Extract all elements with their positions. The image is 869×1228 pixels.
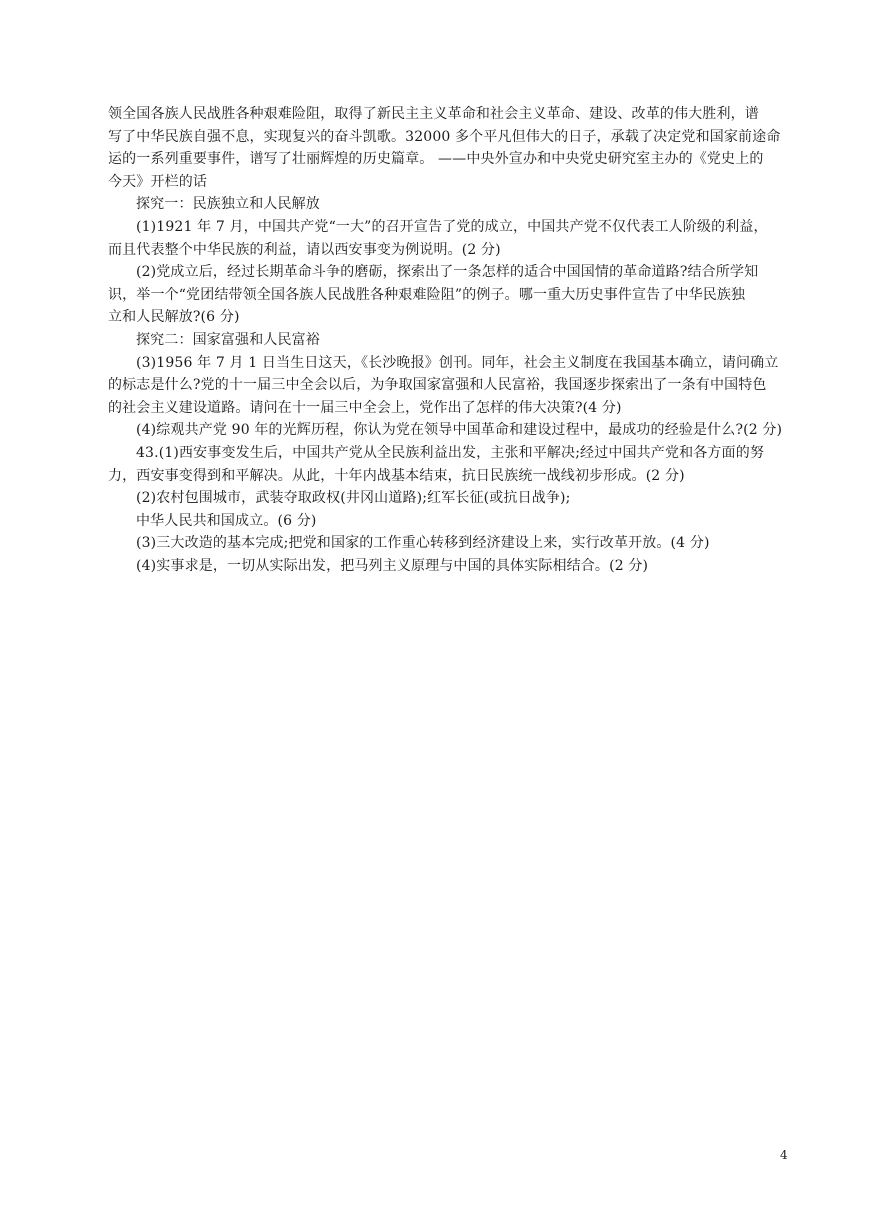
answer-line: (4)实事求是，一切从实际出发，把马列主义原理与中国的具体实际相结合。(2 分)	[136, 557, 649, 574]
question-line: (4)综观共产党 90 年的光辉历程，你认为党在领导中国革命和建设过程中，最成功的经验是什么?(2 分)	[136, 422, 783, 439]
text-line: 今天》开栏的话	[108, 173, 208, 190]
document-body	[108, 103, 794, 577]
text-line: 写了中华民族自强不息，实现复兴的奋斗凯歌。32000 多个平凡但伟大的日子，承载了决定党和国家前途命	[108, 128, 781, 145]
question-line: 的社会主义建设道路。请问在十一届三中全会上，党作出了怎样的伟大决策?(4 分)	[108, 399, 622, 416]
question-line: 立和人民解放?(6 分)	[108, 309, 240, 326]
text-line: 领全国各族人民战胜各种艰难险阻，取得了新民主主义革命和社会主义革命、建设、改革的伟大胜利，谱	[108, 106, 759, 122]
question-line: (1)1921 年 7 月，中国共产党“一大”的召开宣告了党的成立，中国共产党不仅代表工人阶级的利益，	[136, 218, 768, 235]
question-line: (3)1956 年 7 月 1 日当生日这天，《长沙晚报》创刊。同年，社会主义制度在我国基本确立，请问确立	[136, 354, 779, 371]
section-heading: 探究二：国家富强和人民富裕	[136, 331, 320, 348]
text-line: 运的一系列重要事件，谱写了壮丽辉煌的历史篇章。 ——中央外宣办和中央党史研究室主办的《党史上的	[108, 151, 764, 168]
section-heading: 探究一：民族独立和人民解放	[136, 196, 320, 213]
page-number: 4	[780, 1148, 788, 1162]
question-line: 的标志是什么?党的十一届三中全会以后，为争取国家富强和人民富裕，我国逐步探索出了一条有中国特色	[108, 377, 767, 394]
question-line: 识，举一个“党团结带领全国各族人民战胜各种艰难险阻”的例子。哪一重大历史事件宣告了中华民族独	[108, 286, 746, 303]
answer-line: 43.(1)西安事变发生后，中国共产党从全民族利益出发，主张和平解决;经过中国共产党和各方面的努	[136, 444, 765, 461]
answer-line: (2)农村包围城市，武装夺取政权(井冈山道路);红军长征(或抗日战争);	[136, 490, 571, 507]
answer-line: (3)三大改造的基本完成;把党和国家的工作重心转移到经济建设上来，实行改革开放。(4 分)	[136, 535, 710, 552]
answer-line: 力，西安事变得到和平解决。从此，十年内战基本结束，抗日民族统一战线初步形成。(2 分)	[108, 467, 685, 484]
question-line: (2)党成立后，经过长期革命斗争的磨砺，探索出了一条怎样的适合中国国情的革命道路?结合所学知	[136, 264, 759, 281]
answer-line: 中华人民共和国成立。(6 分)	[136, 512, 317, 529]
question-line: 而且代表整个中华民族的利益，请以西安事变为例说明。(2 分)	[108, 241, 501, 258]
